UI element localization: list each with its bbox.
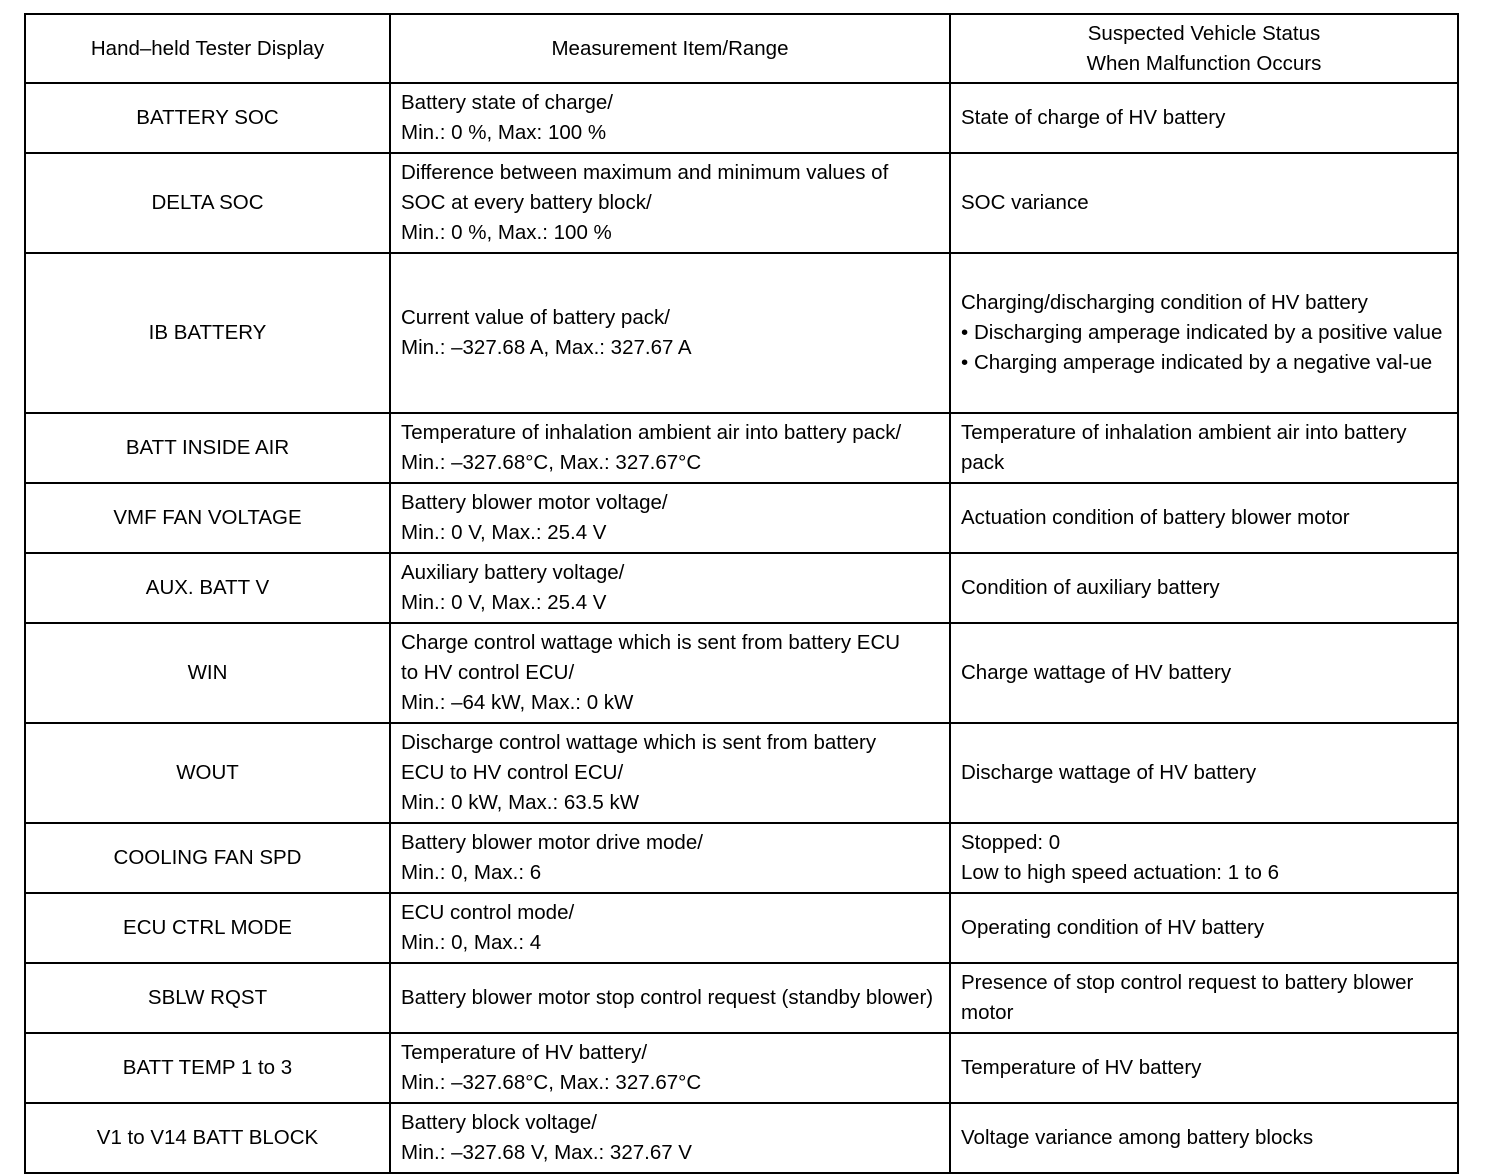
measurement-line: Difference between maximum and minimum values of: [401, 161, 889, 184]
measurement-line: Battery state of charge/: [401, 91, 613, 114]
measurement-cell: [390, 723, 950, 823]
status-line: Stopped: 0: [961, 831, 1061, 854]
header-status-line-1: Suspected Vehicle Status: [1087, 21, 1321, 45]
status-line: Condition of auxiliary battery: [961, 576, 1220, 599]
status-line: Voltage variance among battery blocks: [961, 1126, 1314, 1149]
vehicle-status-cell: [950, 83, 1458, 153]
tester-display-cell: VMF FAN VOLTAGE: [25, 483, 390, 553]
tester-display-cell: WIN: [25, 623, 390, 723]
tester-display-cell: BATT INSIDE AIR: [25, 413, 390, 483]
measurement-line: Charge control wattage which is sent from battery ECU: [401, 631, 901, 654]
status-line: Low to high speed actuation: 1 to 6: [961, 861, 1279, 884]
tester-display-cell: WOUT: [25, 723, 390, 823]
measurement-cell: [390, 893, 950, 963]
status-line: Temperature of HV battery: [961, 1056, 1202, 1079]
measurement-line: Current value of battery pack/: [401, 306, 670, 329]
measurement-line: Discharge control wattage which is sent from battery: [401, 731, 877, 754]
tester-display-cell: BATT TEMP 1 to 3: [25, 1033, 390, 1103]
measurement-line: Min.: –327.68 A, Max.: 327.67 A: [401, 336, 692, 359]
status-line: Charge wattage of HV battery: [961, 661, 1232, 684]
measurement-line: Battery blower motor drive mode/: [401, 831, 703, 854]
table-row: [25, 1103, 1458, 1173]
measurement-line: Temperature of HV battery/: [401, 1041, 648, 1064]
status-line: SOC variance: [961, 191, 1089, 214]
table-header-row: [25, 14, 1458, 83]
measurement-line: ECU to HV control ECU/: [401, 761, 624, 784]
measurement-cell: [390, 153, 950, 253]
status-line: Discharge wattage of HV battery: [961, 761, 1257, 784]
table-row: [25, 623, 1458, 723]
measurement-line: Min.: –327.68°C, Max.: 327.67°C: [401, 1071, 702, 1094]
measurement-line: Min.: 0 V, Max.: 25.4 V: [401, 521, 607, 544]
tester-display-cell: COOLING FAN SPD: [25, 823, 390, 893]
status-bullet-item: • Charging amperage indicated by a negative val-ue: [961, 348, 1447, 378]
vehicle-status-cell: [950, 483, 1458, 553]
vehicle-status-cell: [950, 413, 1458, 483]
vehicle-status-cell: [950, 1103, 1458, 1173]
measurement-cell: [390, 483, 950, 553]
measurement-cell: [390, 253, 950, 413]
measurement-line: Min.: 0 %, Max.: 100 %: [401, 221, 612, 244]
tester-display-cell: AUX. BATT V: [25, 553, 390, 623]
status-line: Presence of stop control request to battery blower motor: [961, 971, 1414, 1024]
measurement-line: Min.: 0 kW, Max.: 63.5 kW: [401, 791, 640, 814]
table-row: [25, 553, 1458, 623]
measurement-cell: [390, 1103, 950, 1173]
measurement-line: SOC at every battery block/: [401, 191, 652, 214]
measurement-cell: [390, 413, 950, 483]
table-row: [25, 483, 1458, 553]
measurement-line: Battery blower motor voltage/: [401, 491, 668, 514]
measurement-line: Auxiliary battery voltage/: [401, 561, 625, 584]
measurement-cell: [390, 553, 950, 623]
vehicle-status-cell: [950, 553, 1458, 623]
vehicle-status-cell: [950, 253, 1458, 413]
vehicle-status-cell: [950, 823, 1458, 893]
header-suspected-status: [950, 14, 1458, 83]
measurement-cell: [390, 963, 950, 1033]
tester-display-cell: DELTA SOC: [25, 153, 390, 253]
measurement-line: Min.: 0, Max.: 4: [401, 931, 542, 954]
measurement-cell: [390, 83, 950, 153]
tester-data-table: [24, 13, 1459, 1174]
document-page: [24, 13, 1459, 1174]
header-status-line-2: When Malfunction Occurs: [1086, 51, 1322, 75]
status-line: Actuation condition of battery blower motor: [961, 506, 1350, 529]
measurement-line: Temperature of inhalation ambient air into battery pack/: [401, 421, 902, 444]
table-row: [25, 153, 1458, 253]
table-row: [25, 963, 1458, 1033]
header-tester-display: Hand–held Tester Display: [25, 14, 390, 83]
measurement-line: Min.: –327.68 V, Max.: 327.67 V: [401, 1141, 692, 1164]
vehicle-status-cell: [950, 1033, 1458, 1103]
tester-display-cell: SBLW RQST: [25, 963, 390, 1033]
table-row: [25, 253, 1458, 413]
status-line: Operating condition of HV battery: [961, 916, 1265, 939]
measurement-line: Battery blower motor stop control request (standby blower): [401, 986, 934, 1009]
measurement-line: to HV control ECU/: [401, 661, 575, 684]
vehicle-status-cell: [950, 153, 1458, 253]
tester-display-cell: IB BATTERY: [25, 253, 390, 413]
table-row: [25, 823, 1458, 893]
vehicle-status-cell: [950, 893, 1458, 963]
tester-display-cell: V1 to V14 BATT BLOCK: [25, 1103, 390, 1173]
table-row: [25, 83, 1458, 153]
status-bullet-item: • Discharging amperage indicated by a positive value: [961, 318, 1447, 348]
measurement-cell: [390, 623, 950, 723]
measurement-line: Battery block voltage/: [401, 1111, 597, 1134]
vehicle-status-cell: [950, 723, 1458, 823]
status-line: Charging/discharging condition of HV battery: [961, 291, 1368, 314]
measurement-line: ECU control mode/: [401, 901, 575, 924]
status-line: State of charge of HV battery: [961, 106, 1226, 129]
table-row: [25, 893, 1458, 963]
vehicle-status-cell: [950, 963, 1458, 1033]
measurement-line: Min.: –327.68°C, Max.: 327.67°C: [401, 451, 702, 474]
tester-display-cell: BATTERY SOC: [25, 83, 390, 153]
vehicle-status-cell: [950, 623, 1458, 723]
tester-display-cell: ECU CTRL MODE: [25, 893, 390, 963]
table-row: [25, 723, 1458, 823]
measurement-line: Min.: 0 %, Max: 100 %: [401, 121, 607, 144]
table-row: [25, 1033, 1458, 1103]
measurement-cell: [390, 1033, 950, 1103]
status-line: Temperature of inhalation ambient air into battery pack: [961, 421, 1407, 474]
measurement-line: Min.: 0 V, Max.: 25.4 V: [401, 591, 607, 614]
header-measurement-item: Measurement Item/Range: [390, 14, 950, 83]
table-row: [25, 413, 1458, 483]
measurement-cell: [390, 823, 950, 893]
measurement-line: Min.: 0, Max.: 6: [401, 861, 542, 884]
measurement-line: Min.: –64 kW, Max.: 0 kW: [401, 691, 634, 714]
